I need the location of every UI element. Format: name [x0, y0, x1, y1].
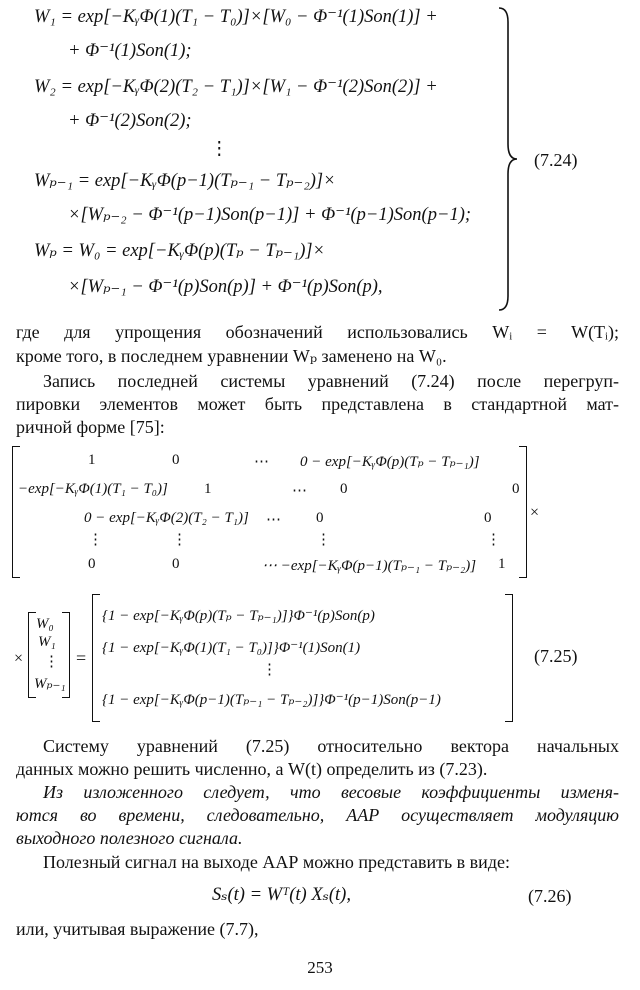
rhs-row-2: {1 − exp[−KᵧΦ(1)(T₁ − T₀)]}Φ⁻¹(1)Sоп(1) [102, 640, 361, 656]
matrix-r2c3: ⋯ [292, 483, 307, 499]
text-line-3: Запись последней системы уравнений (7.24) после перегруп- [43, 371, 619, 391]
matrix-right-bracket [519, 446, 527, 578]
eq-number-725: (7.25) [534, 646, 578, 666]
matrix-r4c3: ⋮ [316, 532, 331, 548]
matrix-r1c1: 1 [88, 452, 96, 468]
matrix-r1c2: 0 [172, 452, 180, 468]
text-line-10: выходного полезного сигнала. [16, 828, 243, 848]
matrix-r1c4: 0 − exp[−KᵧΦ(p)(Tₚ − Tₚ₋₁)] [300, 454, 480, 470]
matrix-r3c3: 0 [316, 510, 324, 526]
rhs-left-bracket [92, 594, 100, 722]
text-line-11: Полезный сигнал на выходе ААР можно представить в виде: [43, 852, 510, 872]
right-brace-724 [497, 6, 519, 312]
vector-w0: W₀ [36, 616, 54, 632]
eq-724-vdots: ⋮ [210, 139, 229, 159]
eq-724-line-3: W₂ = exp[−KᵧΦ(2)(T₂ − T₁)]×[W₁ − Φ⁻¹(2)Sоп(2)] + [34, 77, 438, 97]
eq-724-line-4: + Φ⁻¹(2)Sоп(2); [68, 111, 192, 131]
text-line-8: Из изложенного следует, что весовые коэффициенты изменя- [43, 782, 619, 802]
text-line-5: ричной форме [75]: [16, 417, 165, 437]
matrix-times: × [530, 504, 540, 521]
text-line-6: Систему уравнений (7.25) относительно вектора начальных [43, 736, 619, 756]
eq-724-line-1: W₁ = exp[−KᵧΦ(1)(T₁ − T₀)]×[W₀ − Φ⁻¹(1)Sоп(1)] + [34, 7, 438, 27]
matrix-r1c3: ⋯ [254, 454, 269, 470]
text-line-4: пировки элементов может быть представлена в стандартной мат- [16, 394, 619, 414]
matrix-r3c1: 0 − exp[−KᵧΦ(2)(T₂ − T₁)] [84, 510, 249, 526]
matrix-r4c2: ⋮ [172, 532, 187, 548]
matrix-r4c4: ⋮ [486, 532, 501, 548]
eq-726: Sₛ(t) = Wᵀ(t) Xₛ(t), [212, 885, 351, 905]
matrix-r5c3: ⋯ −exp[−KᵧΦ(p−1)(Tₚ₋₁ − Tₚ₋₂)] [262, 558, 477, 574]
rhs-row-4: {1 − exp[−KᵧΦ(p−1)(Tₚ₋₁ − Tₚ₋₂)]}Φ⁻¹(p−1)Sоп(p−1) [102, 692, 441, 708]
rhs-row-1: {1 − exp[−KᵧΦ(p)(Tₚ − Tₚ₋₁)]}Φ⁻¹(p)Sоп(p) [102, 608, 375, 624]
text-line-2: кроме того, в последнем уравнении Wₚ заменено на W₀. [16, 346, 447, 366]
matrix-r5c4: 1 [498, 556, 506, 572]
vector-wp-1: Wₚ₋₁ [34, 676, 66, 692]
eq-number-724: (7.24) [534, 150, 578, 170]
rhs-vdots: ⋮ [262, 662, 277, 678]
vector-w1: W₁ [38, 634, 56, 650]
vector-times: × [14, 650, 24, 667]
text-line-9: ются во времени, следовательно, ААР осуществляет модуляцию [16, 805, 619, 825]
eq-724-line-2: + Φ⁻¹(1)Sоп(1); [68, 41, 192, 61]
page-number: 253 [307, 958, 333, 977]
eq-724-line-6: Wₚ₋₁ = exp[−KᵧΦ(p−1)(Tₚ₋₁ − Tₚ₋₂)]× [34, 171, 336, 191]
eq-number-726: (7.26) [528, 886, 572, 906]
text-line-12: или, учитывая выражение (7.7), [16, 919, 259, 939]
eq-724-line-8: Wₚ = W₀ = exp[−KᵧΦ(p)(Tₚ − Tₚ₋₁)]× [34, 241, 326, 261]
matrix-r4c1: ⋮ [88, 532, 103, 548]
matrix-r3c2: ⋯ [266, 512, 281, 528]
matrix-r2c5: 0 [512, 481, 520, 497]
matrix-r5c2: 0 [172, 556, 180, 572]
vector-vdots: ⋮ [44, 654, 59, 670]
matrix-r5c1: 0 [88, 556, 96, 572]
matrix-r2c4: 0 [340, 481, 348, 497]
matrix-r3c4: 0 [484, 510, 492, 526]
eq-724-line-7: ×[Wₚ₋₂ − Φ⁻¹(p−1)Sоп(p−1)] + Φ⁻¹(p−1)Sоп(p−1); [68, 205, 472, 225]
eq-724-line-9: ×[Wₚ₋₁ − Φ⁻¹(p)Sоп(p)] + Φ⁻¹(p)Sоп(p), [68, 277, 383, 297]
matrix-r2c1: −exp[−KᵧΦ(1)(T₁ − T₀)] [18, 481, 168, 497]
matrix-r2c2: 1 [204, 481, 212, 497]
vector-equals: = [76, 648, 87, 668]
text-line-1: где для упрощения обозначений использовались Wᵢ = W(Tᵢ); [16, 322, 619, 342]
rhs-right-bracket [505, 594, 513, 722]
text-line-7: данных можно решить численно, а W(t) определить из (7.23). [16, 759, 488, 779]
matrix-left-bracket [12, 446, 20, 578]
